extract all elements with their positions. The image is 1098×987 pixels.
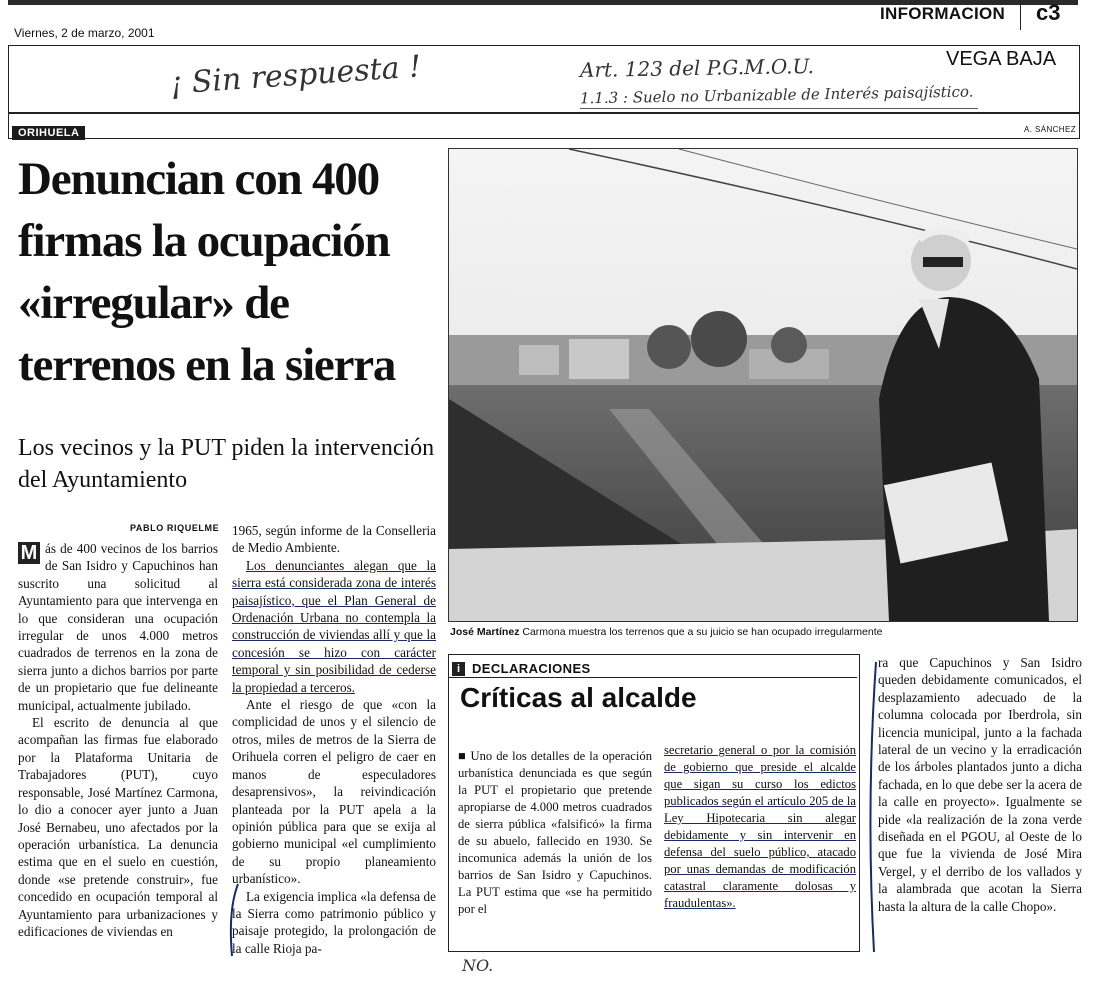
article-paragraph-underlined: Los denunciantes alegan que la sierra está considerada zona de interés paisajístico, que el Plan General de Ordenación Urbana no contempla la construcción de viviendas allí y que la concesión se hizo con carácter temporal y sin posibilidad de cederse la propiedad a terceros. (232, 557, 436, 695)
date-line: Viernes, 2 de marzo, 2001 (14, 26, 155, 40)
date-rule (8, 45, 1080, 46)
handwritten-bracket (222, 880, 242, 960)
right-border (1079, 45, 1080, 139)
subheadline: Los vecinos y la PUT piden la intervención del Ayuntamiento (18, 435, 435, 493)
byline: PABLO RIQUELME (130, 523, 220, 533)
article-paragraph: El escrito de denuncia al que acompañan las firmas fue elaborado por la Plataforma Unitaria de Trabajadores (PUT), cuyo responsable, José Martínez Carmona, lo dio a conocer ayer junto a Juan José Bernabeu, uno afectados por la operación urbanística. La denuncia estima que en el suelo en cuestión, donde «se pretende construir», fue concedido en ocupación temporal al Ayuntamiento para urbanizaciones y edificaciones de viviendas en (18, 715, 218, 939)
section-tag: ORIHUELA (12, 126, 85, 140)
box-title: Críticas al alcalde (460, 682, 697, 713)
article-column-2 (232, 522, 436, 957)
box-label: DECLARACIONES (472, 661, 591, 676)
article-paragraph: M ás de 400 vecinos de los barrios de San Isidro y Capuchinos han suscrito una solicitud al Ayuntamiento para que intervenga en lo que consideran una ocupación irregular de unos 4.000 metros cuadrados de terrenos en la zona de sierra junto a dichos barrios por parte de un propietario que fue delineante municipal, actualmente jubilado. (18, 541, 218, 713)
handwritten-annotation-zoning: 1.1.3 : Suelo no Urbanizable de Interés paisajístico. (579, 82, 974, 108)
handwritten-annotation-article: Art. 123 del P.G.M.O.U. (579, 53, 815, 83)
annotation-underline (580, 108, 978, 109)
masthead-bottom-rule (8, 112, 1080, 114)
section-rule (8, 138, 1080, 139)
box-label-rule (449, 677, 857, 678)
photo-credit: A. SÁNCHEZ (1024, 125, 1077, 134)
handwritten-note: ¡ Sin respuesta ! (169, 49, 423, 102)
article-paragraph: 1965, según informe de la Conselleria de Medio Ambiente. (232, 523, 436, 556)
article-column-1 (18, 540, 218, 940)
photo-caption: José Martínez Carmona muestra los terrenos que a su juicio se han ocupado irregularmente (450, 626, 883, 638)
box-paragraph: ■ Uno de los detalles de la operación urbanística denunciada es que según la PUT el propietario que pretende apropiarse de 4.000 metros cuadrados de sierra pública «falsificó» la firma de su abuelo, fallecido en 1930. Se incomunica además la unión de los barrios de San Isidro y Capuchinos. La PUT estima que «se ha permitido por el (458, 749, 652, 916)
drop-cap: M (18, 542, 40, 564)
region-label: VEGA BAJA (946, 48, 1057, 70)
box-paragraph: secretario general o por la comisión de gobierno que preside el alcalde que sigan su curso los edictos publicados según el artículo 205 de la Ley Hipotecaria sin alegar debidamente y sin intervenir en defensa del suelo público, atacado por unas demandas de modificación catastral claramente dolosas y fraudulentas». (664, 743, 856, 910)
box-column-1 (458, 748, 652, 918)
article-column-3 (878, 654, 1082, 915)
news-photo (448, 148, 1078, 622)
handwritten-bracket (862, 658, 884, 958)
article-paragraph: Ante el riesgo de que «con la complicidad de unos y el silencio de otros, miles de metros de la Sierra de Orihuela corren el peligro de caer en manos de especuladores desaprensivos», la reivindicación planteada por la PUT apela a la opinión pública para que se exija al gobierno municipal «el cumplimiento de su propio planeamiento urbanístico». (232, 697, 436, 887)
info-icon: i (452, 662, 465, 676)
article-paragraph: ra que Capuchinos y San Isidro queden debidamente comunicados, el desplazamiento adecuado de la columna colocada por Iberdrola, sin licencia municipal, junto a la fachada lateral de un vecino y la erradicación de los árboles plantados junto a dicha fachada, en lo que debe ser la acera de la calle en proyecto». Igualmente se pide «la realización de la zona verde diseñada en el PGOU, al Oeste de lo que fue la vivienda de José Mira Vergel, y el derribo de los vallados y la alambrada que acotan la Sierra hasta la altura de la calle Chopo». (878, 655, 1082, 914)
photo-scene (449, 149, 1077, 621)
left-border (8, 45, 9, 139)
handwritten-no: NO. (462, 956, 494, 975)
section-label: INFORMACION (880, 4, 1006, 23)
header-divider (1020, 0, 1021, 30)
page-number: c3 (1036, 0, 1061, 25)
box-column-2 (664, 742, 856, 912)
article-paragraph: La exigencia implica «la defensa de la Sierra como patrimonio público y paisaje protegido, la prolongación de la calle Rioja pa- (232, 888, 436, 956)
headline: Denuncian con 400 firmas la ocupación «irregular» de terrenos en la sierra (18, 153, 396, 391)
